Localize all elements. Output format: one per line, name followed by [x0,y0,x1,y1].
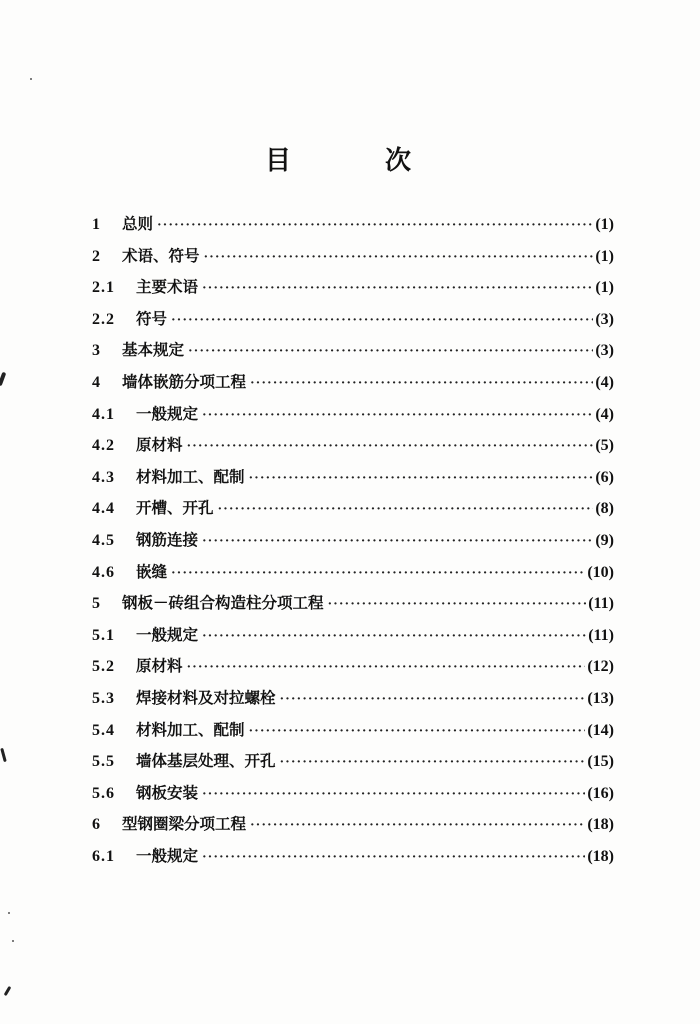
toc-entry-number: 5.5 [92,753,115,771]
toc-entry-title: 材料加工、配制 [136,720,245,739]
toc-entry-title: 一般规定 [136,846,199,865]
toc-entry-title: 钢筋连接 [136,530,199,549]
toc-entry-number: 6 [92,816,101,834]
toc-entry-number: 3 [92,342,101,360]
toc-entry-page: (6) [595,468,614,486]
toc-entry-page: (3) [595,310,614,328]
toc-entry[interactable] [92,212,614,244]
toc-leader-dots [171,566,585,582]
toc-entry-title: 一般规定 [136,404,199,423]
toc-entry-title: 术语、符号 [122,246,200,265]
toc-entry[interactable] [92,718,614,750]
toc-leader-dots [171,313,593,329]
toc-entry-title: 墙体嵌筋分项工程 [122,372,247,391]
toc-entry-page: (18) [587,847,614,865]
toc-entry[interactable] [92,275,614,307]
toc-entry-page: (15) [587,753,614,771]
scan-mark [4,986,12,996]
toc-entry-page: (10) [587,563,614,581]
scan-speck [30,78,32,80]
toc-leader-dots [280,692,586,708]
toc-entry-title: 墙体基层处理、开孔 [136,752,276,771]
toc-leader-dots [188,344,593,360]
toc-entry-page: (4) [595,373,614,391]
toc-entry[interactable] [92,560,614,592]
toc-leader-dots [202,787,585,803]
toc-entry-page: (11) [588,626,614,644]
toc-leader-dots [250,376,593,392]
toc-entry[interactable] [92,402,614,434]
table-of-contents [92,212,614,875]
toc-leader-dots [280,755,586,771]
toc-entry-page: (1) [595,216,614,233]
toc-entry[interactable] [92,496,614,528]
toc-entry-number: 4.3 [92,468,115,486]
scan-speck [12,940,14,942]
toc-entry-title: 主要术语 [136,278,199,297]
toc-leader-dots [218,502,594,518]
toc-entry-number: 6.1 [92,847,115,865]
toc-entry-number: 4.5 [92,531,115,549]
toc-entry-page: (16) [587,784,614,802]
toc-entry-number: 1 [92,216,101,233]
scan-mark [0,372,6,387]
toc-entry-number: 2.2 [92,310,115,328]
toc-leader-dots [250,818,585,834]
toc-entry-title: 嵌缝 [136,562,168,581]
toc-entry-number: 5 [92,595,101,613]
toc-entry[interactable] [92,338,614,370]
toc-entry-page: (12) [587,658,614,676]
scan-speck [8,912,10,914]
toc-entry-number: 5.2 [92,658,115,676]
toc-leader-dots [202,408,593,424]
toc-entry-page: (5) [595,437,614,455]
toc-entry[interactable] [92,465,614,497]
toc-entry-number: 2.1 [92,279,115,297]
toc-entry-number: 5.3 [92,689,115,707]
toc-entry-number: 5.4 [92,721,115,739]
toc-leader-dots [204,250,594,266]
toc-entry-page: (4) [595,405,614,423]
toc-entry-page: (11) [588,595,614,613]
toc-entry-title: 原材料 [136,436,183,455]
toc-entry-page: (1) [595,247,614,265]
toc-entry[interactable] [92,591,614,623]
toc-entry[interactable] [92,654,614,686]
toc-entry-number: 5.6 [92,784,115,802]
toc-entry[interactable] [92,623,614,655]
toc-entry[interactable] [92,686,614,718]
toc-entry-title: 材料加工、配制 [136,467,245,486]
toc-entry-number: 4.4 [92,500,115,518]
toc-entry-number: 4.2 [92,437,115,455]
toc-entry-title: 型钢圈梁分项工程 [122,815,247,834]
toc-entry-title: 焊接材料及对拉螺栓 [136,688,276,707]
toc-entry-number: 4.6 [92,563,115,581]
toc-entry-title: 总则 [122,215,154,233]
toc-entry[interactable] [92,370,614,402]
toc-entry-title: 开槽、开孔 [136,499,214,518]
toc-leader-dots [187,439,594,455]
toc-entry-title: 一般规定 [136,625,199,644]
toc-entry-page: (9) [595,531,614,549]
toc-entry-number: 5.1 [92,626,115,644]
toc-entry[interactable] [92,749,614,781]
toc-leader-dots [187,660,586,676]
toc-entry-title: 原材料 [136,657,183,676]
toc-entry-title: 基本规定 [122,341,185,360]
toc-entry-page: (8) [595,500,614,518]
page-title: 目 次 [264,146,445,176]
toc-entry-page: (3) [595,342,614,360]
toc-entry-title: 符号 [136,309,168,328]
toc-entry-title: 钢板安装 [136,783,199,802]
toc-entry-page: (1) [595,279,614,297]
toc-leader-dots [249,724,586,740]
toc-entry[interactable] [92,781,614,813]
toc-entry[interactable] [92,244,614,276]
toc-entry[interactable] [92,844,614,876]
toc-entry[interactable] [92,812,614,844]
toc-leader-dots [157,218,593,234]
toc-leader-dots [249,471,594,487]
toc-entry[interactable] [92,528,614,560]
toc-leader-dots [202,534,593,550]
toc-leader-dots [202,850,585,866]
toc-entry-page: (18) [587,816,614,834]
toc-leader-dots [328,597,587,613]
toc-entry-number: 4.1 [92,405,115,423]
toc-leader-dots [202,281,593,297]
toc-entry[interactable] [92,433,614,465]
scan-mark [0,748,7,762]
toc-entry-page: (13) [587,689,614,707]
toc-leader-dots [202,629,586,645]
toc-entry-number: 4 [92,373,101,391]
toc-entry-page: (14) [587,721,614,739]
toc-entry[interactable] [92,307,614,339]
toc-entry-number: 2 [92,247,101,265]
toc-entry-title: 钢板－砖组合构造柱分项工程 [122,594,324,613]
